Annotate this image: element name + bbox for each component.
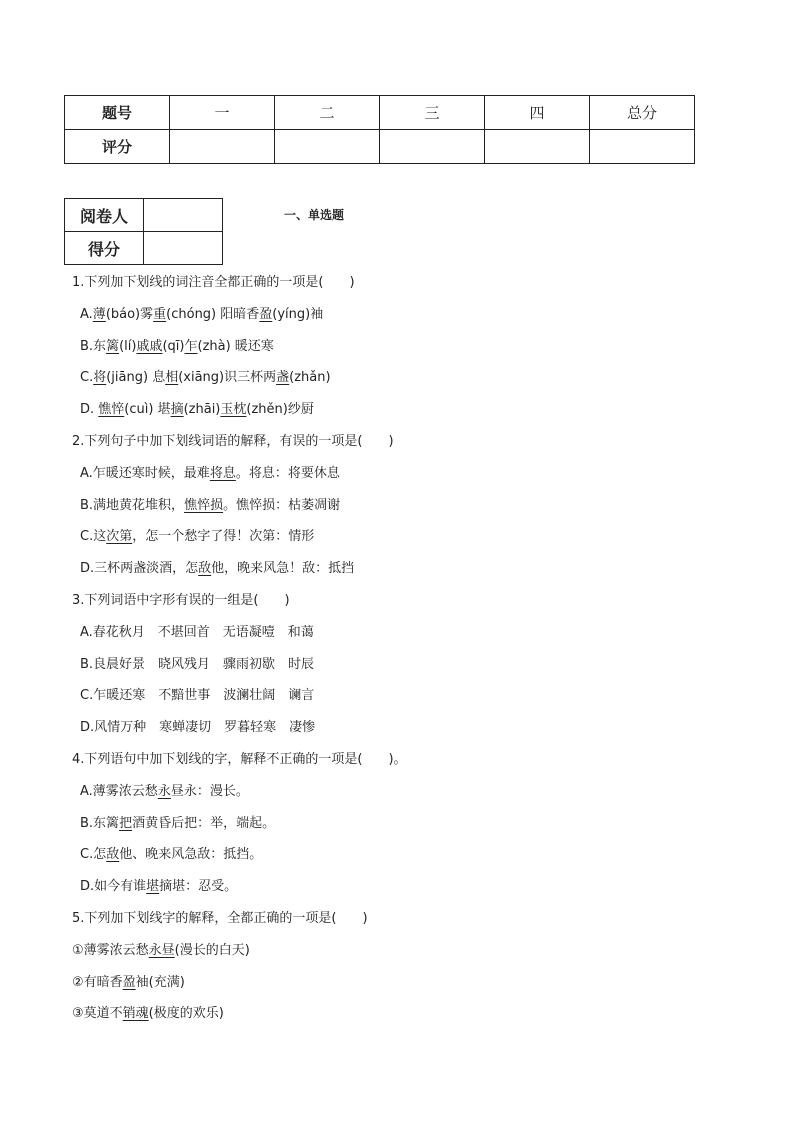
score-cell xyxy=(144,232,223,265)
text-segment: B.满地黄花堆积， xyxy=(80,497,185,513)
question-stem: 5.下列加下划线字的解释，全都正确的一项是( ) xyxy=(72,910,368,926)
score-header-label: 题号 xyxy=(65,96,170,130)
reviewer-cell xyxy=(144,199,223,232)
text-segment: (qī) xyxy=(162,338,185,354)
text-segment: (极度的欢乐) xyxy=(148,1006,224,1022)
underlined-text: 戚戚 xyxy=(136,338,163,354)
score-header-3: 三 xyxy=(380,96,485,130)
text-segment: ①薄雾浓云愁 xyxy=(72,942,149,958)
grader-row-reviewer xyxy=(65,199,223,232)
text-segment: B.东篱 xyxy=(80,815,120,831)
answer-option xyxy=(72,685,407,717)
text-segment: 。憔悴损：枯萎凋谢 xyxy=(223,497,341,513)
underlined-text: 摘 xyxy=(170,402,184,418)
text-segment: 他、晚来风急敌：抵挡。 xyxy=(119,847,263,863)
text-segment: B.良晨好景 晓风残月 骤雨初歇 时辰 xyxy=(80,656,315,672)
text-segment: 袖(充满) xyxy=(135,974,185,990)
text-segment: D.如今有谁 xyxy=(80,879,147,895)
text-segment: (jiāng) 息 xyxy=(106,370,166,386)
underlined-text: 盏 xyxy=(276,370,290,386)
score-header-1: 一 xyxy=(170,96,275,130)
question-stem: 4.下列语句中加下划线的字，解释不正确的一项是( )。 xyxy=(72,751,407,767)
answer-option xyxy=(72,495,407,527)
question-item xyxy=(72,972,407,1004)
score-table-score-row xyxy=(65,130,695,164)
underlined-text: 憔悴 xyxy=(98,402,125,418)
underlined-text: 重 xyxy=(153,306,167,322)
text-segment: C.这 xyxy=(80,529,107,545)
grader-row-score xyxy=(65,232,223,265)
section-title: 一、单选题 xyxy=(284,208,345,222)
text-segment: (lí) xyxy=(119,338,137,354)
text-segment: ②有暗香 xyxy=(72,974,123,990)
text-segment: A.春花秋月 不堪回首 无语凝噎 和蔼 xyxy=(80,624,314,640)
underlined-text: 敌 xyxy=(198,561,212,577)
score-label: 得分 xyxy=(65,232,144,265)
score-cell-total xyxy=(590,130,695,164)
text-segment: (zhěn)纱厨 xyxy=(246,402,314,418)
grader-table xyxy=(64,198,223,265)
question-list xyxy=(72,272,407,1035)
text-segment: (yíng)袖 xyxy=(272,306,324,322)
question-item xyxy=(72,940,407,972)
score-header-total: 总分 xyxy=(590,96,695,130)
text-segment: A.乍暖还寒时候，最难 xyxy=(80,465,210,481)
text-segment: 摘堪：忍受。 xyxy=(159,879,238,895)
reviewer-label: 阅卷人 xyxy=(65,199,144,232)
score-cell-1 xyxy=(170,130,275,164)
question-stem: 1.下列加下划线的词注音全都正确的一项是( ) xyxy=(72,275,355,290)
underlined-text: 盈 xyxy=(259,306,273,322)
text-segment: 他，晚来风急！敌：抵挡 xyxy=(211,561,355,577)
text-segment: C.怎 xyxy=(80,847,107,863)
answer-option xyxy=(72,813,407,845)
score-row-label: 评分 xyxy=(65,130,170,164)
underlined-text: 薄 xyxy=(92,306,106,322)
score-cell-3 xyxy=(380,130,485,164)
underlined-text: 永昼 xyxy=(148,942,175,958)
text-segment: D.风情万种 寒蝉凄切 罗暮轻寒 凄惨 xyxy=(80,720,316,736)
answer-option xyxy=(72,654,407,686)
text-segment: D. xyxy=(80,402,99,418)
underlined-text: 堪 xyxy=(146,879,160,895)
text-segment: 。将息：将要休息 xyxy=(235,465,340,481)
question-stem: 3.下列词语中字形有误的一组是( ) xyxy=(72,592,290,608)
text-segment: (漫长的白天) xyxy=(174,942,250,958)
underlined-text: 把 xyxy=(119,815,133,831)
text-segment: (xiāng)识三杯两 xyxy=(178,370,277,386)
text-segment: (zhǎn) xyxy=(289,370,331,386)
underlined-text: 将息 xyxy=(209,465,236,481)
answer-option xyxy=(72,367,407,399)
text-segment: A.薄雾浓云愁 xyxy=(80,783,158,799)
underlined-text: 敌 xyxy=(106,847,120,863)
text-segment: A. xyxy=(80,306,93,322)
underlined-text: 乍 xyxy=(184,338,198,354)
score-cell-2 xyxy=(275,130,380,164)
text-segment: ，怎一个愁字了得！次第：情形 xyxy=(132,529,315,545)
question-item xyxy=(72,1003,407,1035)
score-header-2: 二 xyxy=(275,96,380,130)
underlined-text: 篱 xyxy=(106,338,120,354)
text-segment: C.乍暖还寒 不黯世事 波澜壮阔 谰言 xyxy=(80,688,315,704)
answer-option xyxy=(72,558,407,590)
text-segment: C. xyxy=(80,370,94,386)
answer-option xyxy=(72,717,407,749)
answer-option xyxy=(72,399,407,431)
score-table-header-row xyxy=(65,96,695,130)
text-segment: (zhà) 暖还寒 xyxy=(197,338,274,354)
score-header-4: 四 xyxy=(485,96,590,130)
underlined-text: 盈 xyxy=(122,974,136,990)
text-segment: (chóng) 阳暗香 xyxy=(166,306,260,322)
text-segment: (cuì) 堪 xyxy=(124,402,171,418)
text-segment: 酒黄昏后把：举，端起。 xyxy=(132,815,276,831)
underlined-text: 憔悴损 xyxy=(184,497,224,513)
underlined-text: 将 xyxy=(93,370,107,386)
text-segment: (báo)雾 xyxy=(105,306,154,322)
answer-option xyxy=(72,622,407,654)
answer-option xyxy=(72,876,407,908)
answer-option xyxy=(72,463,407,495)
answer-option xyxy=(72,844,407,876)
answer-option xyxy=(72,526,407,558)
underlined-text: 相 xyxy=(165,370,179,386)
underlined-text: 玉枕 xyxy=(220,402,247,418)
underlined-text: 永 xyxy=(157,783,171,799)
text-segment: 昼永：漫长。 xyxy=(170,783,249,799)
score-table xyxy=(64,95,695,164)
answer-option xyxy=(72,781,407,813)
text-segment: ③莫道不 xyxy=(72,1006,123,1022)
question-stem: 2.下列句子中加下划线词语的解释，有误的一项是( ) xyxy=(72,433,394,449)
score-cell-4 xyxy=(485,130,590,164)
text-segment: D.三杯两盏淡酒，怎 xyxy=(80,561,199,577)
answer-option xyxy=(72,336,407,368)
underlined-text: 次第 xyxy=(106,529,133,545)
text-segment: B.东 xyxy=(80,338,107,354)
answer-option xyxy=(72,304,407,336)
text-segment: (zhāi) xyxy=(183,402,221,418)
underlined-text: 销魂 xyxy=(122,1006,149,1022)
